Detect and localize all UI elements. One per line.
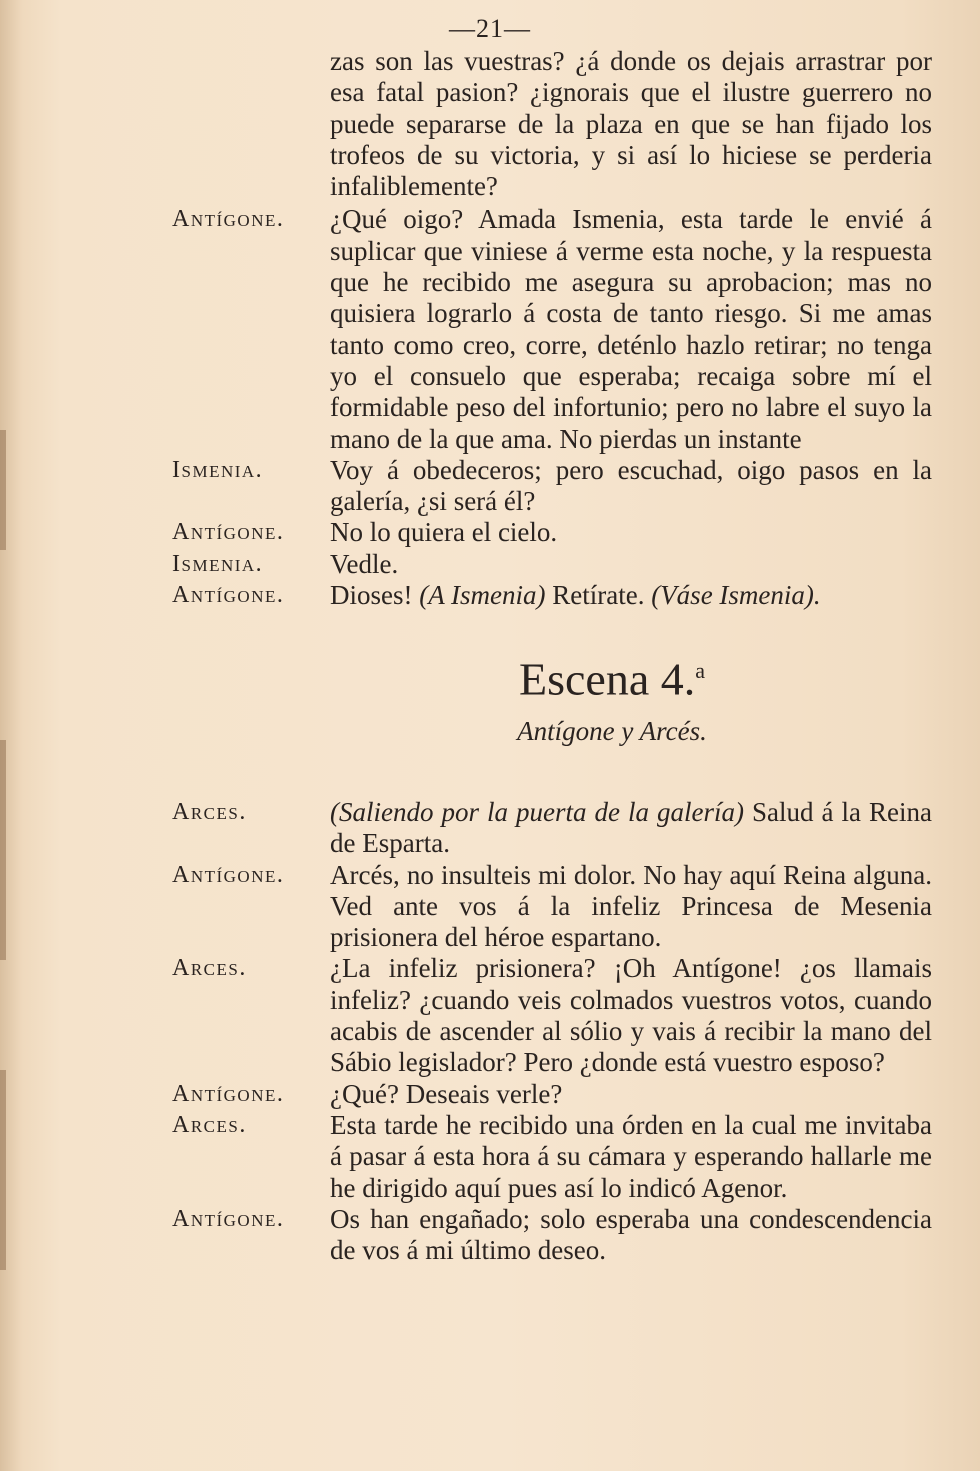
dialogue-text: Vedle. [330,548,399,579]
dialogue-line [172,517,932,548]
speaker-name: Antígone. [172,1080,285,1107]
speaker-name: Antígone. [172,582,285,609]
dialogue-text: Os han engañado; solo esperaba una condescendencia de vos á mi último deseo. [330,1203,932,1266]
page-number: —21— [449,14,531,43]
speaker-name: Arces. [172,798,247,825]
dialogue-line [172,580,932,611]
scene-heading [172,643,932,707]
stage-direction: (Saliendo por la puerta de la galería) [330,796,745,827]
speaker-name: Antígone. [172,1205,285,1232]
stage-direction: (Váse Ismenia). [651,580,821,611]
speaker-name: Antígone. [172,206,285,233]
dialogue-line [172,549,932,580]
dialogue-text-part: Salud á la Reina de Esparta. [330,796,933,859]
speaker-name: Arces. [172,955,247,982]
scene-title-superscript: a [695,658,706,684]
play-text [172,46,932,1266]
dialogue-text-part: Dioses! [330,580,413,611]
scene-characters: Antígone y Arcés. [517,715,707,746]
dialogue-text [330,580,932,611]
speaker-name: Antígone. [172,861,285,888]
dialogue-line [172,1204,932,1267]
continued-speech: zas son las vuestras? ¿á donde os dejais arrastrar por esa fatal pasion? ¿ignorais que el ilustre guerrero no puede separarse de la plaza en que se han fijado los trofeos de su victoria, y si así lo hiciese se perderia infaliblemente? [330,46,932,202]
dialogue-text: Esta tarde he recibido una órden en la cual me invitaba á pasar á esta hora á su cámara y esperando hallarle me he dirigido aquí pues así lo indicó Agenor. [330,1109,932,1203]
dialogue-line [172,455,932,518]
dialogue-text-part: Retírate. [552,580,645,611]
dialogue-line [172,1110,932,1204]
dialogue-text [330,797,932,860]
speaker-name: Arces. [172,1111,247,1138]
dialogue-line [172,1079,932,1110]
dialogue-line [172,204,932,454]
scene-title: Escena 4. [518,653,696,705]
page-edge-stain [0,1070,6,1270]
dialogue-line [172,797,932,860]
page-edge-stain [0,430,6,550]
dialogue-text: Voy á obedeceros; pero escuchad, oigo pasos en la galería, ¿si será él? [330,454,932,517]
dialogue-text: ¿Qué? Deseais verle? [330,1078,563,1109]
dialogue-text: ¿Qué oigo? Amada Ismenia, esta tarde le envié á suplicar que viniese á verme esta noche, y la respuesta que he recibido me asegura su aprobacion; mas no quisiera lograrlo á costa de tanto riesgo. Si me amas tanto como creo, corre, deténlo hazlo retirar; no tenga yo el consuelo que esperaba; recaiga sobre mí el formidable peso del infortunio; pero no labre el suyo la mano de la que ama. No pierdas un instante [330,204,932,454]
dialogue-text: Arcés, no insulteis mi dolor. No hay aquí Reina alguna. Ved ante vos á la infeliz Princesa de Mesenia prisionera del héroe espartano. [330,859,932,953]
page-edge-stain [0,740,6,960]
dialogue-text: No lo quiera el cielo. [330,517,558,548]
stage-direction: (A Ismenia) [419,580,546,611]
speaker-name: Ismenia. [172,550,264,577]
dialogue-line [172,860,932,954]
dialogue-text: ¿La infeliz prisionera? ¡Oh Antígone! ¿os llamais infeliz? ¿cuando veis colmados vuestros votos, cuando acabis de ascender al sólio y vais á recibir la mano del Sábio legislador? Pero ¿donde está vuestro esposo? [330,953,932,1078]
speaker-name: Antígone. [172,519,285,546]
dialogue-line [172,953,932,1078]
speaker-name: Ismenia. [172,456,264,483]
